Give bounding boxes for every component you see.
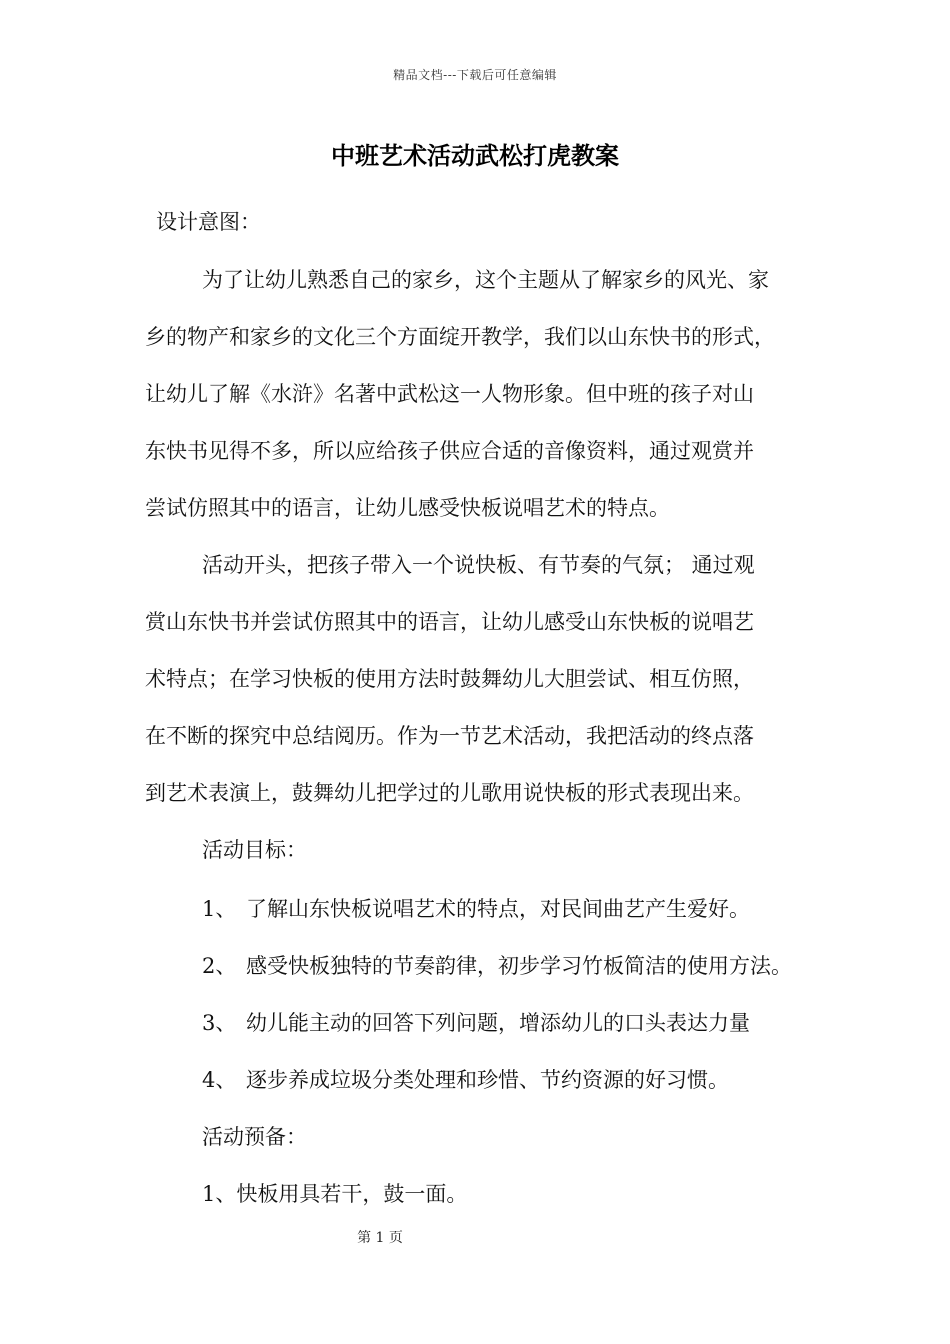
page-number: 第 1 页	[357, 1230, 403, 1246]
paragraph-line: 赏山东快书并尝试仿照其中的语言，让幼儿感受山东快板的说唱艺	[145, 610, 754, 634]
header-note: 精品文档---下载后可任意编辑	[393, 68, 557, 82]
paragraph-line: 在不断的探究中总结阅历。作为一节艺术活动，我把活动的终点落	[145, 724, 754, 748]
list-item	[202, 895, 882, 923]
prep-heading: 活动预备：	[202, 1125, 307, 1149]
document-title: 中班艺术活动武松打虎教案	[331, 141, 619, 170]
paragraph-line: 尝试仿照其中的语言，让幼儿感受快板说唱艺术的特点。	[145, 496, 670, 520]
list-number: 1、	[202, 897, 237, 921]
list-number: 4、	[202, 1068, 237, 1092]
list-text: 幼儿能主动的回答下列问题，增添幼儿的口头表达力量	[246, 1011, 750, 1035]
list-text: 了解山东快板说唱艺术的特点，对民间曲艺产生爱好。	[246, 897, 750, 921]
list-item	[202, 952, 882, 980]
list-item	[202, 1066, 882, 1094]
goals-heading: 活动目标：	[202, 838, 307, 862]
list-item	[202, 1009, 882, 1037]
paragraph-line: 让幼儿了解《水浒》名著中武松这一人物形象。但中班的孩子对山	[145, 382, 754, 406]
list-number: 3、	[202, 1011, 237, 1035]
design-intent-heading: 设计意图：	[156, 210, 261, 234]
list-text: 逐步养成垃圾分类处理和珍惜、节约资源的好习惯。	[246, 1068, 729, 1092]
paragraph-line: 到艺术表演上，鼓舞幼儿把学过的儿歌用说快板的形式表现出来。	[145, 781, 754, 805]
prep-item: 1、快板用具若干，鼓一面。	[202, 1182, 468, 1206]
paragraph-line: 活动开头，把孩子带入一个说快板、有节奏的气氛； 通过观	[202, 553, 755, 577]
list-number: 2、	[202, 954, 237, 978]
paragraph-line: 乡的物产和家乡的文化三个方面绽开教学，我们以山东快书的形式，	[145, 325, 775, 349]
list-text: 感受快板独特的节奏韵律，初步学习竹板简洁的使用方法。	[246, 954, 792, 978]
paragraph-line: 术特点；在学习快板的使用方法时鼓舞幼儿大胆尝试、相互仿照，	[145, 667, 754, 691]
paragraph-line: 东快书见得不多，所以应给孩子供应合适的音像资料，通过观赏并	[145, 439, 754, 463]
paragraph-line: 为了让幼儿熟悉自己的家乡，这个主题从了解家乡的风光、家	[202, 268, 769, 292]
